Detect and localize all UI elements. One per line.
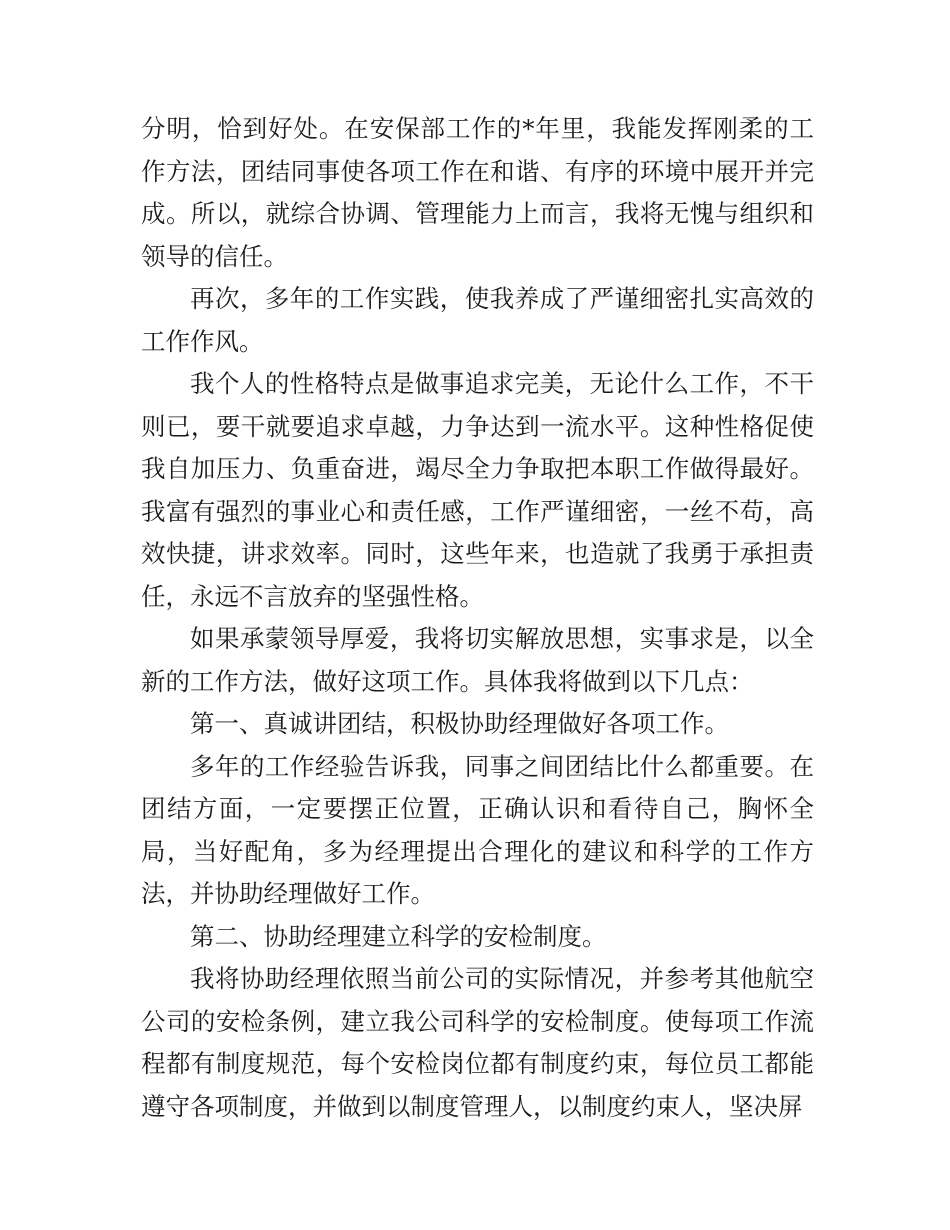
paragraph-6: 多年的工作经验告诉我，同事之间团结比什么都重要。在团结方面，一定要摆正位置，正确认识和看待自己，胸怀全局，当好配角，多为经理提出合理化的建议和科学的工作方法，并协助经理做好工作。 bbox=[141, 751, 814, 908]
paragraph-1: 分明，恰到好处。在安保部工作的*年里，我能发挥刚柔的工作方法，团结同事使各项工作在和谐、有序的环境中展开并完成。所以，就综合协调、管理能力上而言，我将无愧与组织和领导的信任。 bbox=[141, 114, 814, 271]
paragraph-3: 我个人的性格特点是做事追求完美，无论什么工作，不干则已，要干就要追求卓越，力争达到一流水平。这种性格促使我自加压力、负重奋进，竭尽全力争取把本职工作做得最好。我富有强烈的事业心和责任感，工作严谨细密，一丝不苟，高效快捷，讲求效率。同时，这些年来，也造就了我勇于承担责任，永远不言放弃的坚强性格。 bbox=[141, 369, 814, 611]
paragraph-5: 第一、真诚讲团结，积极协助经理做好各项工作。 bbox=[190, 709, 729, 738]
paragraph-4: 如果承蒙领导厚爱，我将切实解放思想，实事求是，以全新的工作方法，做好这项工作。具体我将做到以下几点： bbox=[141, 624, 814, 696]
document-body bbox=[141, 108, 814, 1128]
paragraph-8: 我将协助经理依照当前公司的实际情况，并参考其他航空公司的安检条例，建立我公司科学的安检制度。使每项工作流程都有制度规范，每个安检岗位都有制度约束，每位员工都能遵守各项制度，并做到以制度管理人，以制度约束人，坚决屏 bbox=[141, 964, 814, 1121]
paragraph-7: 第二、协助经理建立科学的安检制度。 bbox=[190, 921, 607, 951]
paragraph-2: 再次，多年的工作实践，使我养成了严谨细密扎实高效的工作作风。 bbox=[141, 284, 814, 356]
